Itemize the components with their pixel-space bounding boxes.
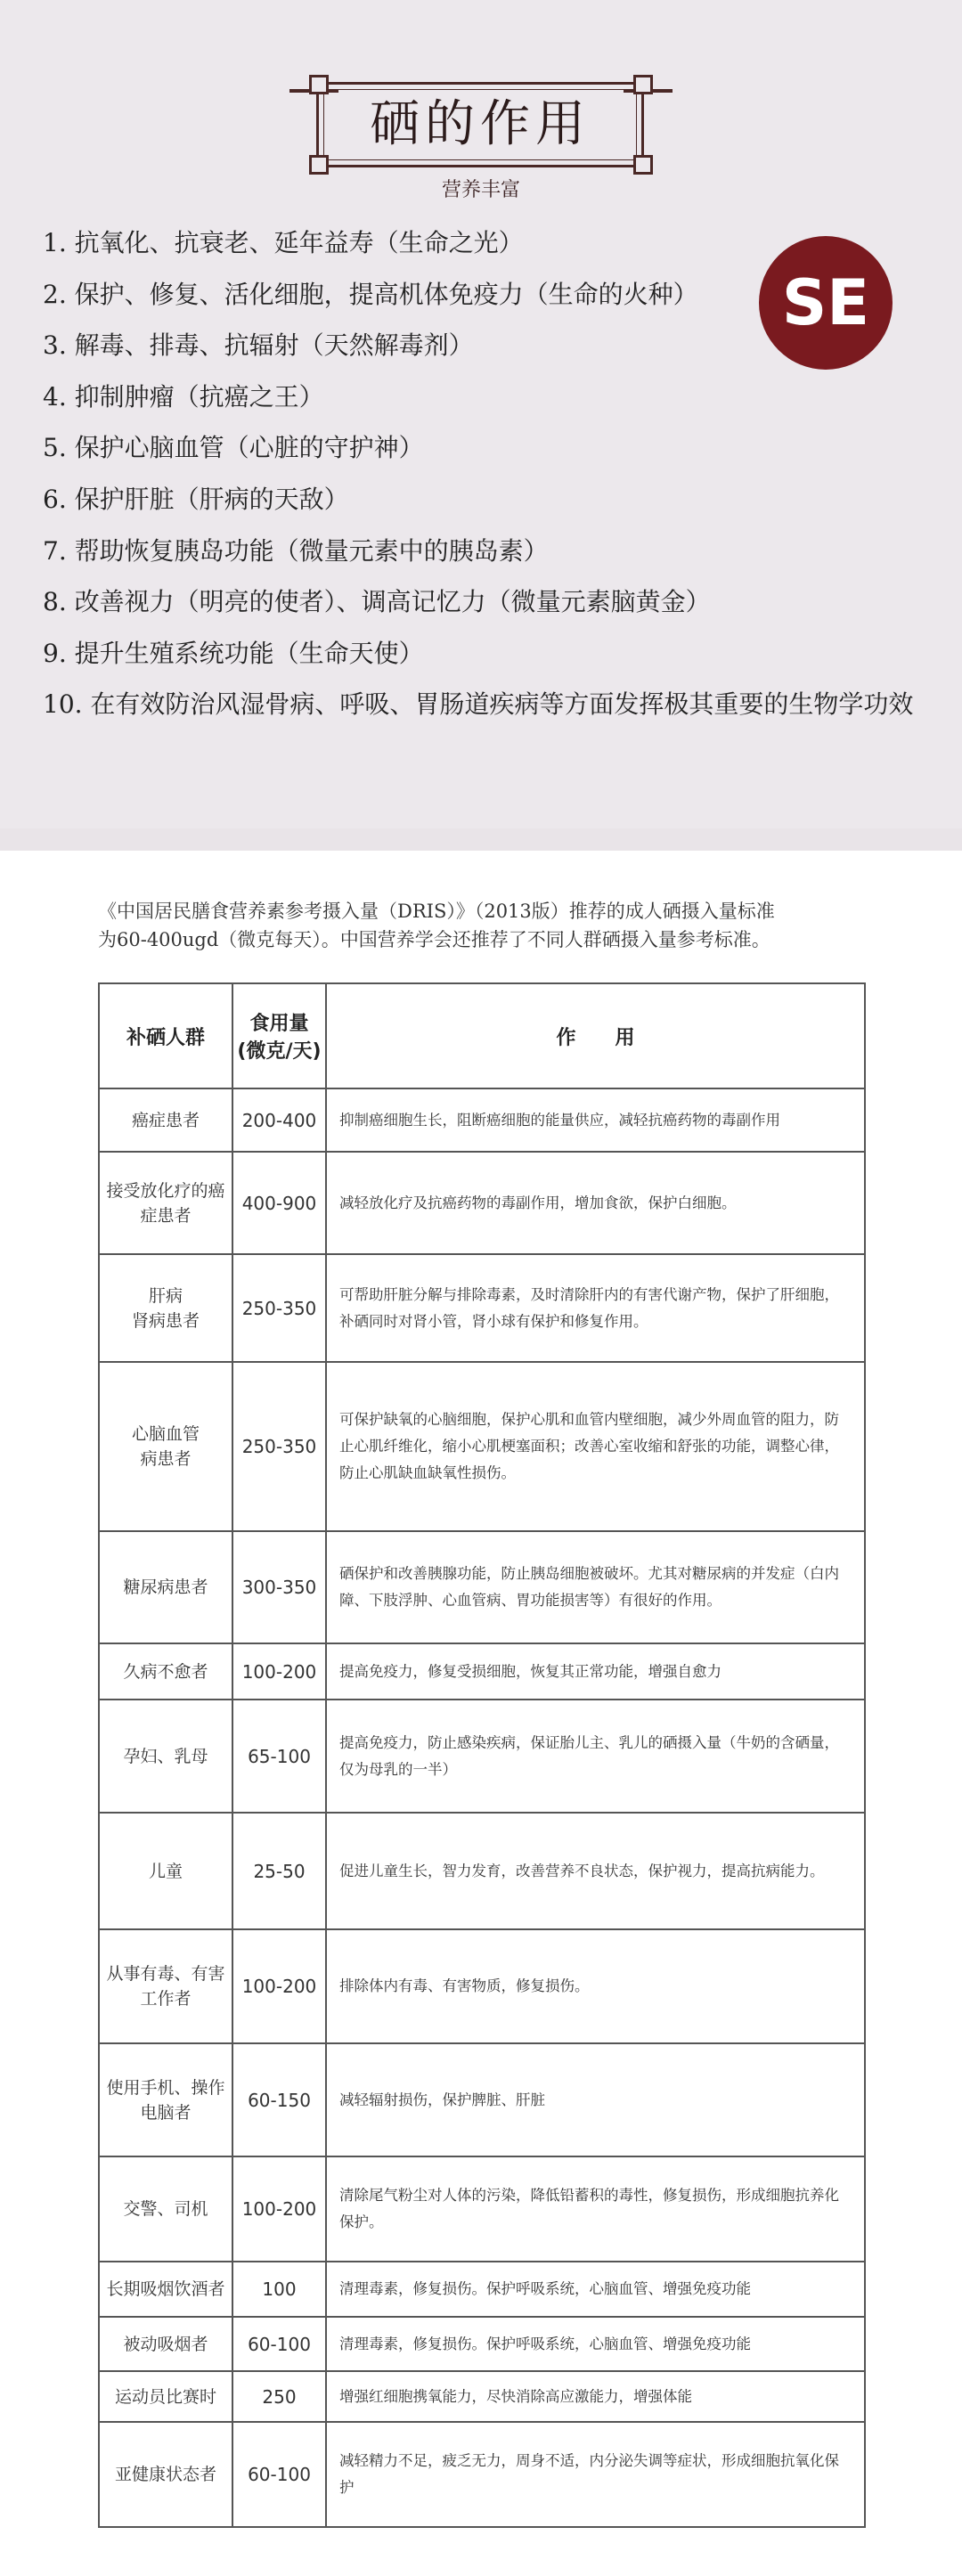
page-subtitle: 营养丰富 — [441, 179, 520, 201]
cell-group: 长期吸烟饮酒者 — [99, 2262, 232, 2317]
table-row — [99, 1254, 865, 1362]
cell-group: 糖尿病患者 — [99, 1531, 232, 1643]
cell-effect: 排除体内有毒、有害物质，修复损伤。 — [326, 1929, 865, 2043]
function-item: 5. 保护心脑血管（心脏的守护神） — [43, 433, 424, 463]
cell-group-line: 肝病 — [148, 1285, 183, 1306]
table-row — [99, 1813, 865, 1929]
cell-amount: 100-200 — [232, 1929, 326, 2043]
cell-group: 癌症患者 — [99, 1088, 232, 1152]
cell-amount: 100-200 — [232, 1643, 326, 1700]
cell-effect: 减轻放化疗及抗癌药物的毒副作用，增加食欲，保护白细胞。 — [326, 1152, 865, 1254]
table-row — [99, 1643, 865, 1700]
table-row — [99, 1929, 865, 2043]
cell-group-line: 病患者 — [140, 1449, 192, 1469]
cell-group: 从事有毒、有害工作者 — [99, 1929, 232, 2043]
function-item: 3. 解毒、排毒、抗辐射（天然解毒剂） — [43, 330, 474, 361]
cell-effect: 清除尾气粉尘对人体的污染，降低铅蓄积的毒性，修复损伤，形成细胞抗养化保护。 — [326, 2156, 865, 2262]
table-header-row — [99, 983, 865, 1088]
table-row — [99, 2262, 865, 2317]
table-row — [99, 1700, 865, 1813]
intake-recommendation-section — [0, 851, 962, 2576]
cell-group: 亚健康状态者 — [99, 2422, 232, 2527]
table-row — [99, 2043, 865, 2156]
page-title: 硒的作用 — [370, 95, 591, 153]
function-item: 8. 改善视力（明亮的使者）、调高记忆力（微量元素脑黄金） — [43, 587, 711, 617]
cell-amount: 300-350 — [232, 1531, 326, 1643]
cell-group — [99, 1254, 232, 1362]
cell-amount: 100-200 — [232, 2156, 326, 2262]
cell-amount: 60-150 — [232, 2043, 326, 2156]
cell-group-line: 肾病患者 — [131, 1310, 200, 1331]
cell-effect: 减轻精力不足，疲乏无力，周身不适，内分泌失调等症状，形成细胞抗氧化保护 — [326, 2422, 865, 2527]
cell-group: 久病不愈者 — [99, 1643, 232, 1700]
selenium-intake-table — [98, 982, 866, 2528]
function-item: 7. 帮助恢复胰岛功能（微量元素中的胰岛素） — [43, 535, 549, 566]
table-row — [99, 1531, 865, 1643]
cell-amount: 100 — [232, 2262, 326, 2317]
table-row — [99, 1362, 865, 1531]
se-element-badge: SE — [759, 236, 893, 370]
cell-effect: 增强红细胞携氧能力，尽快消除高应激能力，增强体能 — [326, 2371, 865, 2422]
title-frame — [289, 82, 673, 171]
header-group: 补硒人群 — [99, 983, 232, 1088]
cell-effect: 提高免疫力，防止感染疾病，保证胎儿主、乳儿的硒摄入量（牛奶的含硒量，仅为母乳的一半） — [326, 1700, 865, 1813]
cell-effect: 硒保护和改善胰腺功能，防止胰岛细胞被破坏。尤其对糖尿病的并发症（白内障、下肢浮肿、心血管病、胃功能损害等）有很好的作用。 — [326, 1531, 865, 1643]
header-amount-line: 食用量 — [249, 1013, 309, 1035]
cell-amount: 400-900 — [232, 1152, 326, 1254]
cell-amount: 250 — [232, 2371, 326, 2422]
function-item: 9. 提升生殖系统功能（生命天使） — [43, 638, 424, 668]
function-item: 4. 抑制肿瘤（抗癌之王） — [43, 381, 324, 412]
cell-amount: 60-100 — [232, 2422, 326, 2527]
table-row — [99, 2371, 865, 2422]
cell-amount: 250-350 — [232, 1254, 326, 1362]
cell-effect: 可保护缺氧的心脑细胞，保护心肌和血管内壁细胞，减少外周血管的阻力，防止心肌纤维化，缩小心肌梗塞面积；改善心室收缩和舒张的功能，调整心律，防止心肌缺血缺氧性损伤。 — [326, 1362, 865, 1531]
cell-effect: 清理毒素，修复损伤。保护呼吸系统，心脑血管、增强免疫功能 — [326, 2317, 865, 2371]
table-row — [99, 2156, 865, 2262]
cell-effect: 减轻辐射损伤，保护脾脏、肝脏 — [326, 2043, 865, 2156]
cell-amount: 60-100 — [232, 2317, 326, 2371]
cell-effect: 抑制癌细胞生长，阻断癌细胞的能量供应，减轻抗癌药物的毒副作用 — [326, 1088, 865, 1152]
cell-group: 接受放化疗的癌症患者 — [99, 1152, 232, 1254]
function-item: 2. 保护、修复、活化细胞，提高机体免疫力（生命的火种） — [43, 279, 698, 309]
cell-group-line: 心脑血管 — [131, 1424, 200, 1444]
cell-group: 儿童 — [99, 1813, 232, 1929]
function-list — [43, 217, 913, 730]
intro-line: 《中国居民膳食营养素参考摄入量（DRIS）》（2013版）推荐的成人硒摄入量标准 — [98, 901, 775, 922]
cell-amount: 200-400 — [232, 1088, 326, 1152]
function-item: 1. 抗氧化、抗衰老、延年益寿（生命之光） — [43, 228, 524, 257]
cell-effect: 提高免疫力，修复受损细胞，恢复其正常功能，增强自愈力 — [326, 1643, 865, 1700]
table-row — [99, 2317, 865, 2371]
cell-group: 交警、司机 — [99, 2156, 232, 2262]
table-row — [99, 2422, 865, 2527]
cell-amount: 65-100 — [232, 1700, 326, 1813]
selenium-functions-section — [0, 0, 962, 828]
cell-amount: 250-350 — [232, 1362, 326, 1531]
header-amount — [232, 983, 326, 1088]
function-item: 6. 保护肝脏（肝病的天敌） — [43, 484, 349, 514]
cell-amount: 25-50 — [232, 1813, 326, 1929]
header-effect: 作 用 — [326, 983, 865, 1088]
cell-effect: 促进儿童生长，智力发育，改善营养不良状态，保护视力，提高抗病能力。 — [326, 1813, 865, 1929]
cell-group: 使用手机、操作电脑者 — [99, 2043, 232, 2156]
cell-effect: 可帮助肝脏分解与排除毒素，及时清除肝内的有害代谢产物，保护了肝细胞，补硒同时对肾小管，肾小球有保护和修复作用。 — [326, 1254, 865, 1362]
header-amount-unit: (微克/天) — [237, 1040, 322, 1063]
intro-paragraph — [98, 897, 882, 954]
table-row — [99, 1152, 865, 1254]
cell-group: 被动吸烟者 — [99, 2317, 232, 2371]
intro-line: 为60-400ugd（微克每天）。中国营养学会还推荐了不同人群硒摄入量参考标准。 — [98, 929, 770, 950]
cell-group: 运动员比赛时 — [99, 2371, 232, 2422]
function-item: 10. 在有效防治风湿骨病、呼吸、胃肠道疾病等方面发挥极其重要的生物学功效 — [43, 689, 914, 720]
cell-group — [99, 1362, 232, 1531]
cell-effect: 清理毒素，修复损伤。保护呼吸系统，心脑血管、增强免疫功能 — [326, 2262, 865, 2317]
cell-group: 孕妇、乳母 — [99, 1700, 232, 1813]
table-row — [99, 1088, 865, 1152]
